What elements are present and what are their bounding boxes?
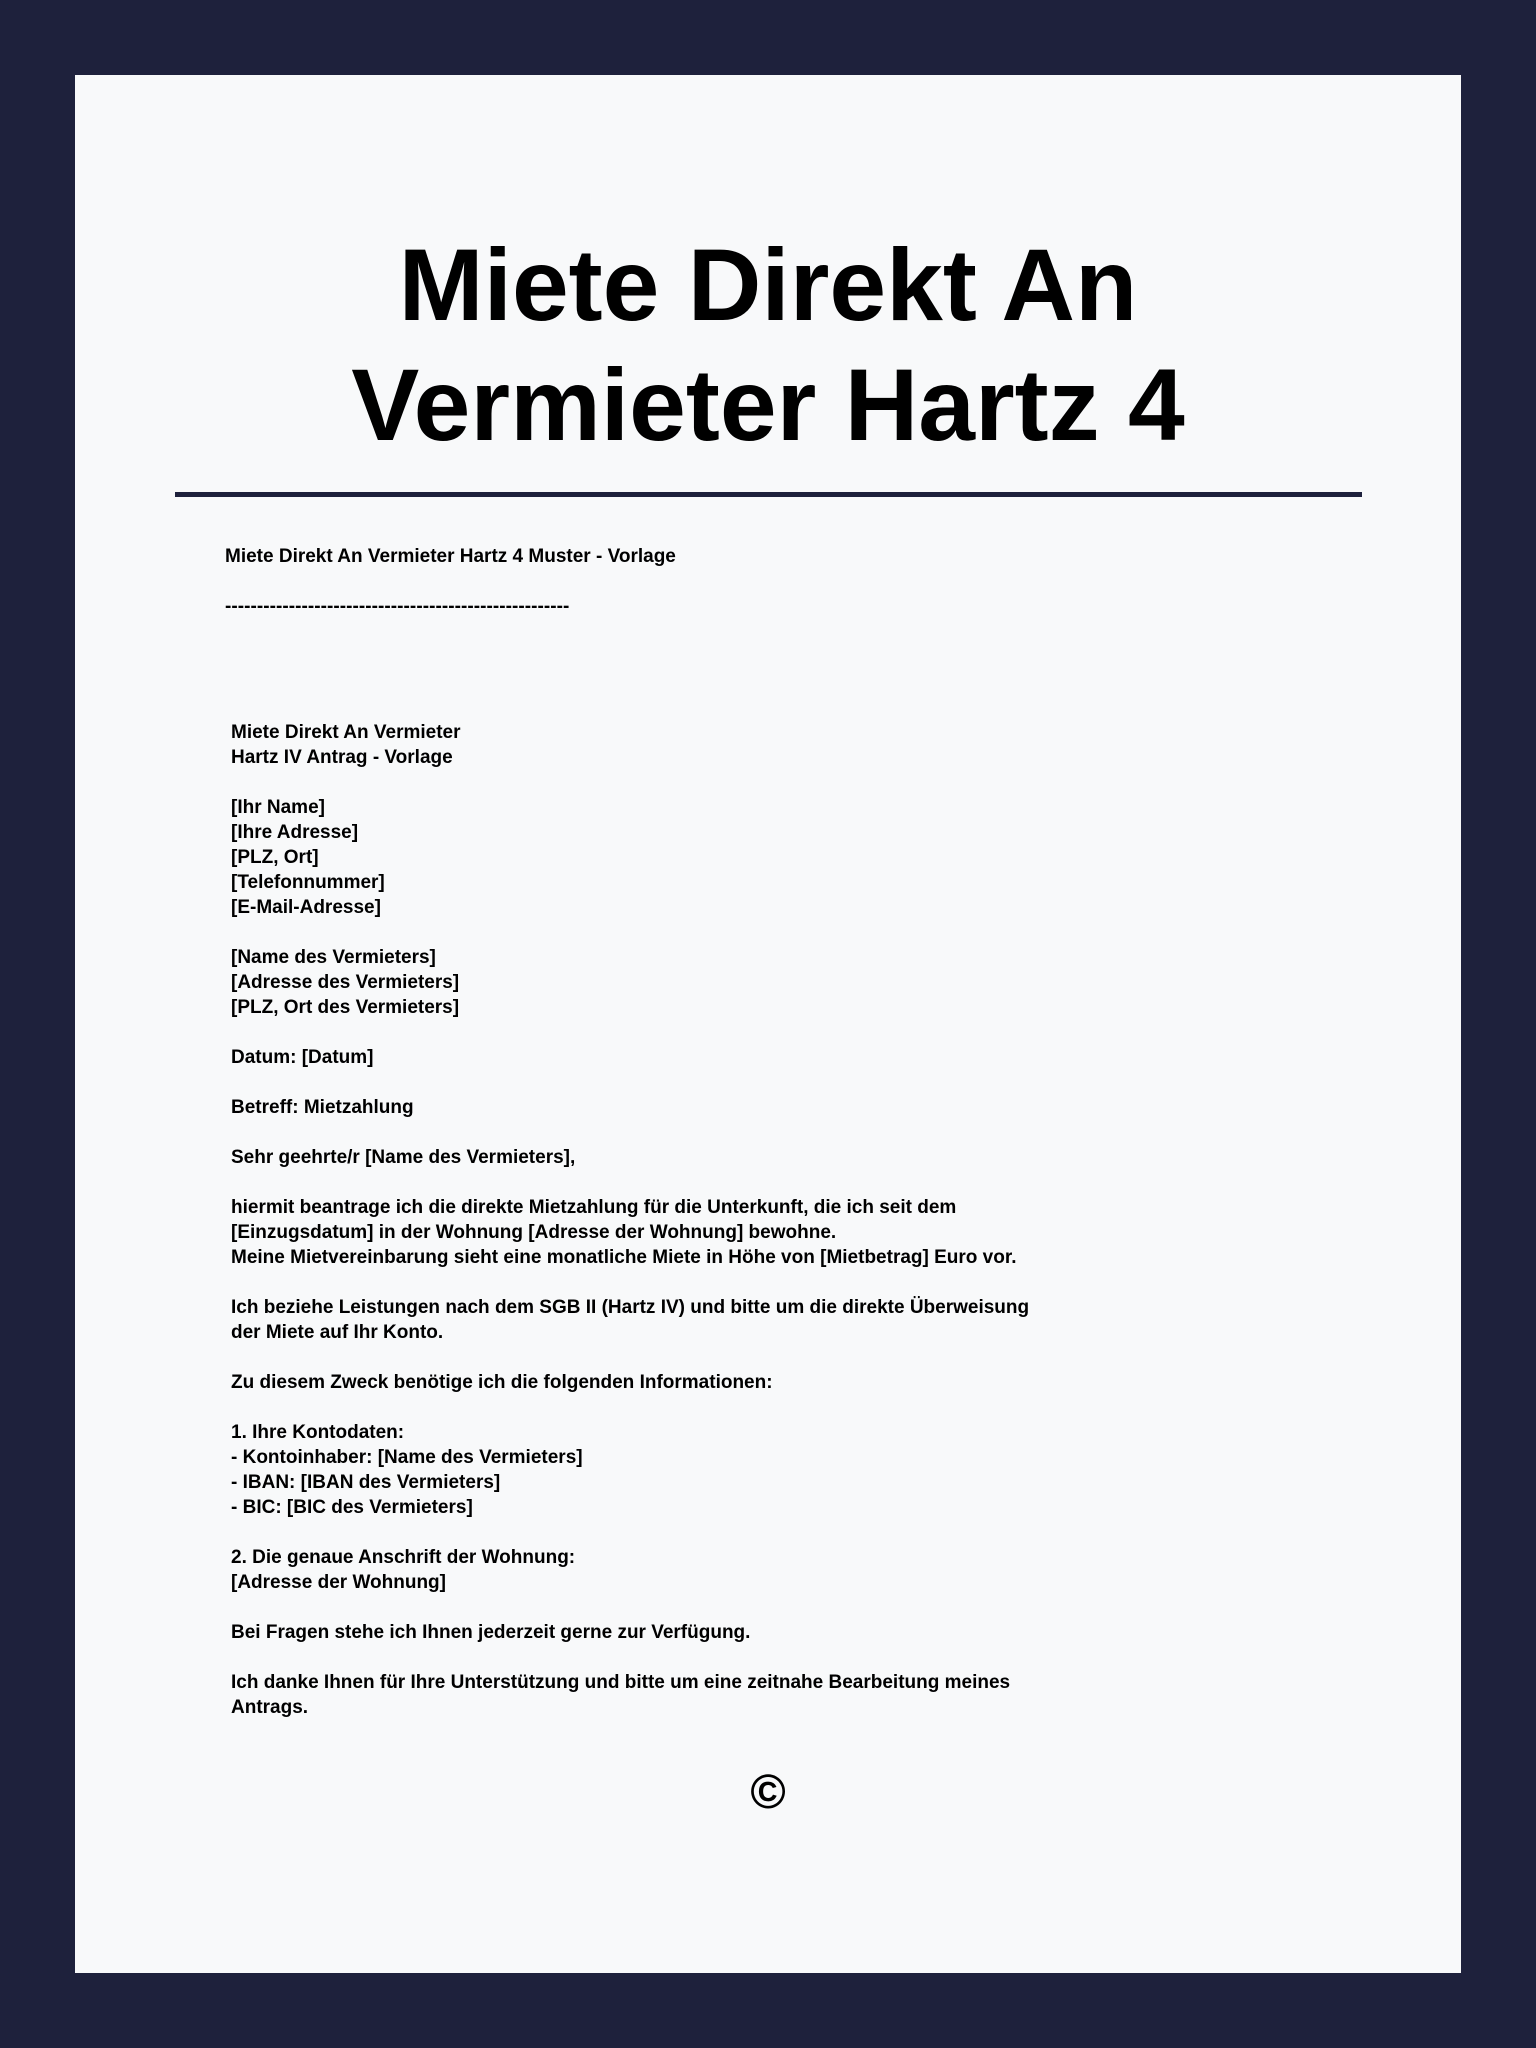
document-subtitle: Miete Direkt An Vermieter Hartz 4 Muster - Vorlage [225,546,676,567]
page-title-line-1: Miete Direkt An [398,228,1138,342]
recipient-city: [PLZ, Ort des Vermieters] [231,997,460,1018]
sender-name: [Ihr Name] [231,797,325,818]
copyright-symbol: © [750,1766,786,1819]
item-2-address: [Adresse der Wohnung] [231,1572,446,1593]
paragraph-2-line-2: der Miete auf Ihr Konto. [231,1322,444,1343]
letter-subject: Betreff: Mietzahlung [231,1097,414,1118]
item-2-heading: 2. Die genaue Anschrift der Wohnung: [231,1547,576,1568]
letter-template [231,720,1191,1720]
paragraph-5-line-1: Ich danke Ihnen für Ihre Unterstützung und bitte um eine zeitnahe Bearbeitung meines [231,1672,1011,1693]
paragraph-5-line-2: Antrags. [231,1697,309,1718]
item-1-owner: - Kontoinhaber: [Name des Vermieters] [231,1447,583,1468]
letter-date: Datum: [Datum] [231,1047,374,1068]
letter-heading-2: Hartz IV Antrag - Vorlage [231,747,453,768]
paragraph-2-line-1: Ich beziehe Leistungen nach dem SGB II (Hartz IV) und bitte um die direkte Überweisung [231,1297,1030,1318]
recipient-name: [Name des Vermieters] [231,947,436,968]
paragraph-1-line-1: hiermit beantrage ich die direkte Mietzahlung für die Unterkunft, die ich seit dem [231,1197,957,1218]
recipient-address: [Adresse des Vermieters] [231,972,460,993]
letter-salutation: Sehr geehrte/r [Name des Vermieters], [231,1147,576,1168]
title-divider [175,492,1362,497]
dashed-separator: ------------------------------------------------------ [225,596,570,617]
item-1-bic: - BIC: [BIC des Vermieters] [231,1497,473,1518]
item-1-heading: 1. Ihre Kontodaten: [231,1422,405,1443]
page-title [75,225,1461,465]
item-1-iban: - IBAN: [IBAN des Vermieters] [231,1472,501,1493]
paragraph-1-line-2: [Einzugsdatum] in der Wohnung [Adresse der Wohnung] bewohne. [231,1222,837,1243]
document-page [75,75,1461,1973]
paragraph-4: Bei Fragen stehe ich Ihnen jederzeit gerne zur Verfügung. [231,1622,751,1643]
page-title-line-2: Vermieter Hartz 4 [351,348,1185,462]
sender-email: [E-Mail-Adresse] [231,897,381,918]
sender-phone: [Telefonnummer] [231,872,385,893]
sender-city: [PLZ, Ort] [231,847,319,868]
paragraph-3: Zu diesem Zweck benötige ich die folgenden Informationen: [231,1372,773,1393]
letter-heading-1: Miete Direkt An Vermieter [231,722,461,743]
paragraph-1-line-3: Meine Mietvereinbarung sieht eine monatliche Miete in Höhe von [Mietbetrag] Euro vor. [231,1247,1017,1268]
sender-address: [Ihre Adresse] [231,822,359,843]
